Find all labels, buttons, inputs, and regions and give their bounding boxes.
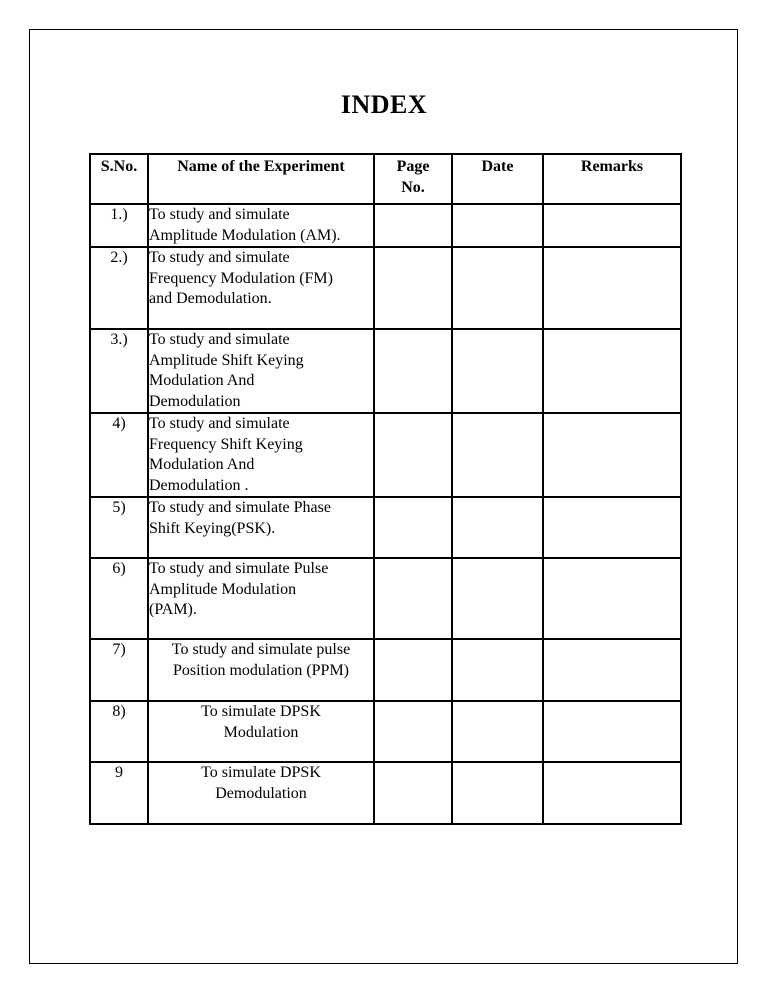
name-line: Frequency Modulation (FM) <box>149 269 333 287</box>
header-page-line2: No. <box>401 178 425 196</box>
header-page-no <box>374 154 452 204</box>
name-line: To study and simulate pulse <box>171 641 351 658</box>
experiment-name <box>148 329 374 413</box>
row-sno: 1.) <box>90 204 148 247</box>
name-line: To simulate DPSK <box>201 703 321 720</box>
header-remarks: Remarks <box>543 154 681 204</box>
row-sno: 4) <box>90 413 148 497</box>
remarks-cell <box>543 558 681 639</box>
name-line: To study and simulate <box>149 206 290 223</box>
name-line: Demodulation <box>215 784 307 802</box>
name-line: Modulation And <box>149 372 255 389</box>
remarks-cell <box>543 204 681 247</box>
row-sno: 7) <box>90 639 148 701</box>
page-no-cell <box>374 247 452 329</box>
row-sno: 3.) <box>90 329 148 413</box>
name-line: Amplitude Modulation (AM). <box>149 226 341 244</box>
date-cell <box>452 762 543 824</box>
table-row <box>90 497 681 558</box>
row-sno: 6) <box>90 558 148 639</box>
name-line: Modulation And <box>149 456 255 473</box>
header-page-line1: Page <box>396 158 430 175</box>
date-cell <box>452 497 543 558</box>
name-line: Shift Keying(PSK). <box>149 519 276 537</box>
page-no-cell <box>374 497 452 558</box>
page-no-cell <box>374 558 452 639</box>
page-no-cell <box>374 701 452 762</box>
name-line: To study and simulate <box>149 415 290 432</box>
remarks-cell <box>543 497 681 558</box>
page-no-cell <box>374 413 452 497</box>
table-row <box>90 247 681 329</box>
date-cell <box>452 329 543 413</box>
name-line: To study and simulate Phase <box>149 499 331 516</box>
remarks-cell <box>543 762 681 824</box>
header-name: Name of the Experiment <box>148 154 374 204</box>
row-sno: 9 <box>90 762 148 824</box>
row-sno: 2.) <box>90 247 148 329</box>
table-row <box>90 329 681 413</box>
experiment-name <box>148 639 374 701</box>
name-line: Demodulation <box>149 392 241 410</box>
table-row <box>90 762 681 824</box>
name-line: and Demodulation. <box>149 290 272 307</box>
table-row <box>90 558 681 639</box>
name-line: Demodulation . <box>149 476 249 494</box>
index-table <box>89 153 682 825</box>
name-line: Modulation <box>223 723 299 741</box>
page-no-cell <box>374 762 452 824</box>
header-date: Date <box>452 154 543 204</box>
experiment-name <box>148 413 374 497</box>
name-line: To study and simulate Pulse <box>149 560 329 577</box>
date-cell <box>452 701 543 762</box>
experiment-name <box>148 762 374 824</box>
date-cell <box>452 639 543 701</box>
row-sno: 5) <box>90 497 148 558</box>
row-sno: 8) <box>90 701 148 762</box>
header-sno: S.No. <box>90 154 148 204</box>
page-no-cell <box>374 329 452 413</box>
remarks-cell <box>543 247 681 329</box>
remarks-cell <box>543 639 681 701</box>
date-cell <box>452 247 543 329</box>
date-cell <box>452 204 543 247</box>
table-row <box>90 204 681 247</box>
name-line: Position modulation (PPM) <box>172 661 350 679</box>
experiment-name <box>148 497 374 558</box>
name-line: Amplitude Modulation <box>149 580 297 598</box>
page-title: INDEX <box>340 90 428 119</box>
remarks-cell <box>543 329 681 413</box>
name-line: To study and simulate <box>149 331 290 348</box>
name-line: (PAM). <box>149 601 197 618</box>
date-cell <box>452 413 543 497</box>
header-row <box>90 154 681 204</box>
name-line: To simulate DPSK <box>201 764 321 781</box>
name-line: Amplitude Shift Keying <box>149 351 304 369</box>
date-cell <box>452 558 543 639</box>
remarks-cell <box>543 413 681 497</box>
experiment-name <box>148 247 374 329</box>
table-row <box>90 639 681 701</box>
table-row <box>90 413 681 497</box>
experiment-name <box>148 558 374 639</box>
table-row <box>90 701 681 762</box>
remarks-cell <box>543 701 681 762</box>
experiment-name <box>148 204 374 247</box>
page-no-cell <box>374 639 452 701</box>
page-no-cell <box>374 204 452 247</box>
name-line: Frequency Shift Keying <box>149 435 303 453</box>
name-line: To study and simulate <box>149 249 290 266</box>
experiment-name <box>148 701 374 762</box>
